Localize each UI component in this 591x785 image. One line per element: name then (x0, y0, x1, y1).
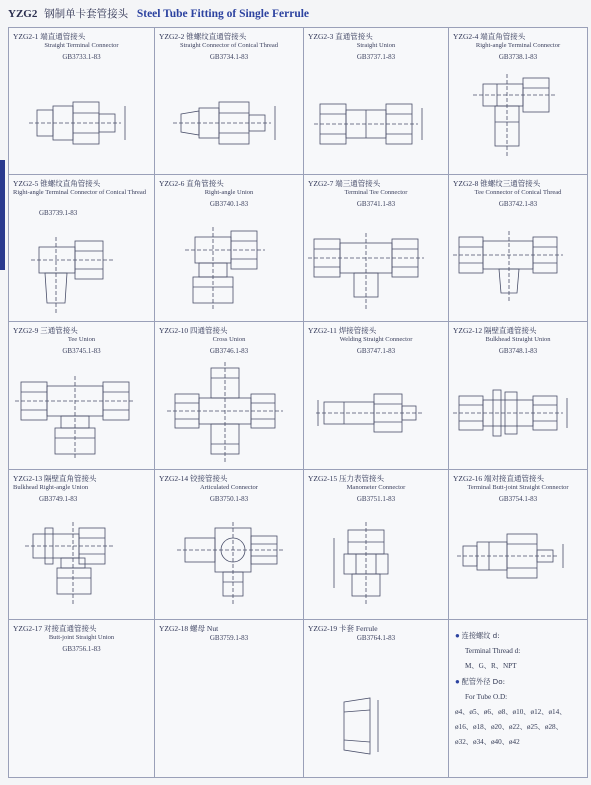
thread-label-en: Terminal Thread d: (465, 647, 521, 655)
right-angle-conical-connector-drawing (9, 217, 155, 322)
fitting-standard: GB3741.1-83 (356, 200, 396, 208)
fitting-standard: GB3751.1-83 (356, 495, 396, 503)
fitting-label: YZG2-15 压力表管接头 (308, 474, 385, 483)
fitting-name-en: Bulkhead Right-angle Union (13, 484, 89, 491)
fitting-name-en: Straight Union (356, 42, 396, 49)
fitting-standard: GB3747.1-83 (356, 347, 396, 355)
page-header (8, 6, 583, 26)
fitting-cell (9, 620, 155, 778)
fitting-label: YZG2-1 端直通管接头 (13, 32, 86, 41)
fitting-cell (9, 28, 155, 175)
fitting-name-en: Right-angle Terminal Connector of Conical Thread (13, 189, 147, 196)
fitting-cell (449, 322, 588, 470)
fitting-name-en: Terminal Tee Connector (344, 189, 408, 196)
fitting-standard: GB3738.1-83 (498, 53, 538, 61)
fitting-name-en: Tee Connector of Conical Thread (474, 189, 562, 196)
fitting-cell (9, 175, 155, 322)
page-edge-mark (0, 160, 5, 270)
fitting-label: YZG2-4 端直角管接头 (453, 32, 526, 41)
header-title-cn: 钢制单卡套管接头 (44, 8, 129, 20)
spec-notes (455, 628, 566, 750)
fitting-label: YZG2-13 隔壁直角管接头 (13, 474, 97, 483)
fitting-cell (155, 322, 304, 470)
fitting-cell (449, 28, 588, 175)
fitting-cell (449, 470, 588, 620)
od-values-line: ø4、ø5、ø6、ø8、ø10、ø12、ø14、 (455, 708, 567, 716)
fitting-standard: GB3742.1-83 (498, 200, 538, 208)
manometer-connector-drawing (304, 508, 449, 618)
tee-union-drawing (9, 360, 155, 468)
fitting-label: YZG2-6 直角管接头 (159, 179, 224, 188)
fitting-standard: GB3746.1-83 (209, 347, 249, 355)
thread-label-cn: 连接螺纹 d: (461, 631, 500, 640)
terminal-tee-connector-drawing (304, 213, 449, 321)
bullet-icon: ● (455, 631, 460, 640)
notes-cell (449, 620, 588, 778)
fitting-standard: GB3754.1-83 (498, 495, 538, 503)
fitting-cell (304, 322, 449, 470)
od-label-en: For Tube O.D: (465, 693, 508, 701)
fitting-standard: GB3764.1-83 (356, 634, 396, 642)
od-label-cn: 配管外径 Do: (461, 677, 506, 686)
fitting-standard: GB3740.1-83 (209, 200, 249, 208)
fitting-name-en: Right-angle Terminal Connector (475, 42, 561, 49)
right-angle-terminal-connector-drawing (449, 66, 588, 174)
fitting-name-en: Welding Straight Connector (339, 336, 413, 343)
articulated-connector-drawing (155, 508, 304, 618)
fitting-cell (155, 175, 304, 322)
fitting-label: YZG2-10 四通管接头 (159, 326, 228, 335)
od-values-line: ø16、ø18、ø20、ø22、ø25、ø28、 (455, 723, 563, 731)
fitting-label: YZG2-3 直通管接头 (308, 32, 373, 41)
fitting-standard: GB3756.1-83 (62, 645, 101, 653)
fitting-cell (304, 470, 449, 620)
straight-union-drawing (304, 66, 449, 174)
od-values-line: ø32、ø34、ø40、ø42 (455, 738, 520, 746)
fitting-cell (304, 28, 449, 175)
fitting-label: YZG2-18 螺母 Nut (159, 624, 219, 633)
fitting-cell (9, 470, 155, 620)
bulkhead-straight-union-drawing (449, 360, 588, 468)
fitting-label: YZG2-12 隔壁直通管接头 (453, 326, 537, 335)
fitting-cell (155, 620, 304, 778)
fitting-standard: GB3749.1-83 (39, 495, 78, 503)
fitting-name-en: Butt-joint Straight Union (48, 634, 115, 641)
fitting-catalog-grid (8, 27, 588, 778)
fitting-cell (304, 620, 449, 778)
fitting-standard: GB3750.1-83 (209, 495, 249, 503)
ferrule-drawing (304, 658, 449, 778)
header-code: YZG2 (8, 8, 38, 20)
fitting-cell (155, 28, 304, 175)
header-title-en: Steel Tube Fitting of Single Ferrule (136, 8, 310, 20)
fitting-standard: GB3739.1-83 (39, 209, 78, 217)
fitting-label: YZG2-9 三通管接头 (13, 326, 78, 335)
conical-thread-connector-drawing (155, 66, 304, 174)
fitting-name-en: Straight Terminal Connector (44, 42, 119, 49)
thread-values: M、G、R、NPT (465, 662, 517, 670)
fitting-label: YZG2-8 锥螺纹三通管接头 (453, 179, 541, 188)
fitting-label: YZG2-16 端对接直通管接头 (453, 474, 545, 483)
fitting-label: YZG2-17 对接直通管接头 (13, 624, 97, 633)
fitting-cell (304, 175, 449, 322)
fitting-label: YZG2-19 卡套 Ferrule (308, 624, 378, 633)
fitting-name-en: Tee Union (67, 336, 96, 343)
fitting-name-en: Terminal Butt-joint Straight Connector (467, 484, 569, 491)
fitting-cell (449, 175, 588, 322)
fitting-standard: GB3737.1-83 (356, 53, 396, 61)
fitting-name-en: Right-angle Union (204, 189, 254, 196)
fitting-label: YZG2-5 锥螺纹直角管接头 (13, 179, 101, 188)
fitting-standard: GB3748.1-83 (498, 347, 538, 355)
welding-straight-connector-drawing (304, 360, 449, 468)
fitting-name-en: Straight Connector of Conical Thread (179, 42, 279, 49)
fitting-label: YZG2-14 铰接管接头 (159, 474, 228, 483)
fitting-standard: GB3733.1-83 (62, 53, 101, 61)
fitting-cell (155, 470, 304, 620)
straight-terminal-connector-drawing (9, 66, 155, 174)
fitting-standard: GB3734.1-83 (209, 53, 249, 61)
bullet-icon: ● (455, 677, 460, 686)
fitting-label: YZG2-2 锥螺纹直通管接头 (159, 32, 247, 41)
fitting-name-en: Bulkhead Straight Union (485, 336, 551, 343)
fitting-standard: GB3759.1-83 (209, 634, 249, 642)
conical-tee-connector-drawing (449, 213, 588, 321)
right-angle-union-drawing (155, 213, 304, 321)
terminal-butt-joint-connector-drawing (449, 508, 588, 618)
fitting-cell (9, 322, 155, 470)
fitting-name-en: Manometer Connector (346, 484, 406, 491)
fitting-standard: GB3745.1-83 (62, 347, 101, 355)
bulkhead-right-angle-union-drawing (9, 508, 155, 618)
fitting-label: YZG2-11 焊接管接头 (308, 326, 377, 335)
fitting-name-en: Cross Union (212, 336, 246, 343)
fitting-name-en: Articulated Connector (200, 484, 258, 491)
cross-union-drawing (155, 360, 304, 468)
fitting-label: YZG2-7 端三通管接头 (308, 179, 381, 188)
